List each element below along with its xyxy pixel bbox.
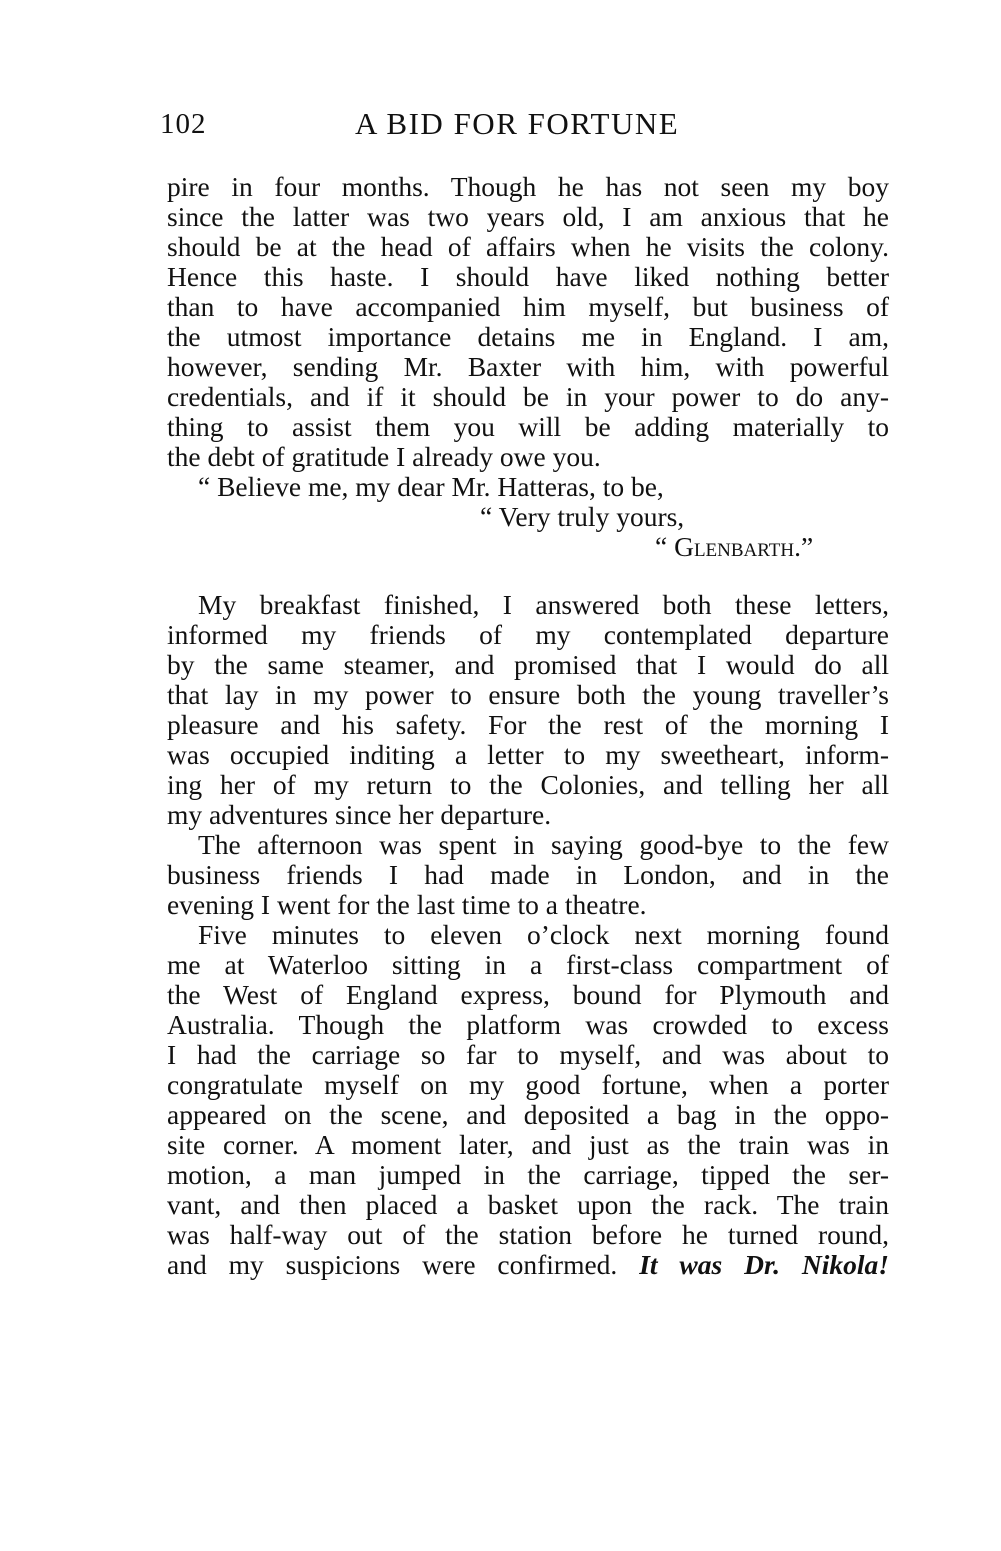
text-line: informed my friends of my contemplated departure (167, 619, 889, 650)
text-line: Hence this haste. I should have liked nothing better (167, 261, 889, 292)
text-line: that lay in my power to ensure both the young traveller’s (167, 679, 889, 710)
text-line: the utmost importance detains me in England. I am, (167, 321, 889, 352)
text-line: than to have accompanied him myself, but business of (167, 291, 889, 322)
text-line: since the latter was two years old, I am anxious that he (167, 201, 889, 232)
text-line: vant, and then placed a basket upon the rack. The train (167, 1189, 889, 1220)
text-line: appeared on the scene, and deposited a bag in the oppo- (167, 1099, 889, 1130)
text-line: site corner. A moment later, and just as the train was in (167, 1129, 889, 1160)
text-line: thing to assist them you will be adding materially to (167, 411, 889, 442)
text-line: however, sending Mr. Baxter with him, with powerful (167, 351, 889, 382)
book-title: A BID FOR FORTUNE (355, 106, 680, 141)
text-line: me at Waterloo sitting in a first-class compartment of (167, 949, 889, 980)
text-line: business friends I had made in London, and in the (167, 859, 889, 890)
final-text-line (167, 1250, 889, 1280)
letter-closing: “ Very truly yours, (480, 501, 685, 532)
text-line: my adventures since her departure. (167, 799, 552, 830)
page-number: 102 (160, 108, 207, 140)
text-line: The afternoon was spent in saying good-bye to the few (198, 829, 889, 860)
text-line: motion, a man jumped in the carriage, tipped the ser- (167, 1159, 889, 1190)
text-line: Five minutes to eleven o’clock next morning found (198, 919, 889, 950)
text-line: was half-way out of the station before he turned round, (167, 1219, 889, 1250)
text-line: congratulate myself on my good fortune, when a porter (167, 1069, 889, 1100)
text-line: the debt of gratitude I already owe you. (167, 441, 601, 472)
text-line: pleasure and his safety. For the rest of the morning I (167, 709, 889, 740)
text-line: pire in four months. Though he has not seen my boy (167, 171, 889, 202)
letter-signature: “ Glenbarth.” (655, 531, 814, 562)
final-line-start: and my suspicions were confirmed. (167, 1249, 618, 1280)
text-line: credentials, and if it should be in your power to do any- (167, 381, 889, 412)
text-line: I had the carriage so far to myself, and was about to (167, 1039, 889, 1070)
text-line: Australia. Though the platform was crowded to excess (167, 1009, 889, 1040)
text-line: should be at the head of affairs when he visits the colony. (167, 231, 889, 262)
text-line: ing her of my return to the Colonies, and telling her all (167, 769, 889, 800)
text-line: the West of England express, bound for Plymouth and (167, 979, 889, 1010)
text-line: was occupied inditing a letter to my sweetheart, inform- (167, 739, 889, 770)
letter-salutation: “ Believe me, my dear Mr. Hatteras, to be, (198, 471, 664, 502)
text-line: by the same steamer, and promised that I would do all (167, 649, 889, 680)
final-line-emphasis: It was Dr. Nikola! (639, 1249, 889, 1280)
text-line: evening I went for the last time to a theatre. (167, 889, 647, 920)
running-head (160, 108, 890, 148)
text-line: My breakfast finished, I answered both these letters, (198, 589, 889, 620)
